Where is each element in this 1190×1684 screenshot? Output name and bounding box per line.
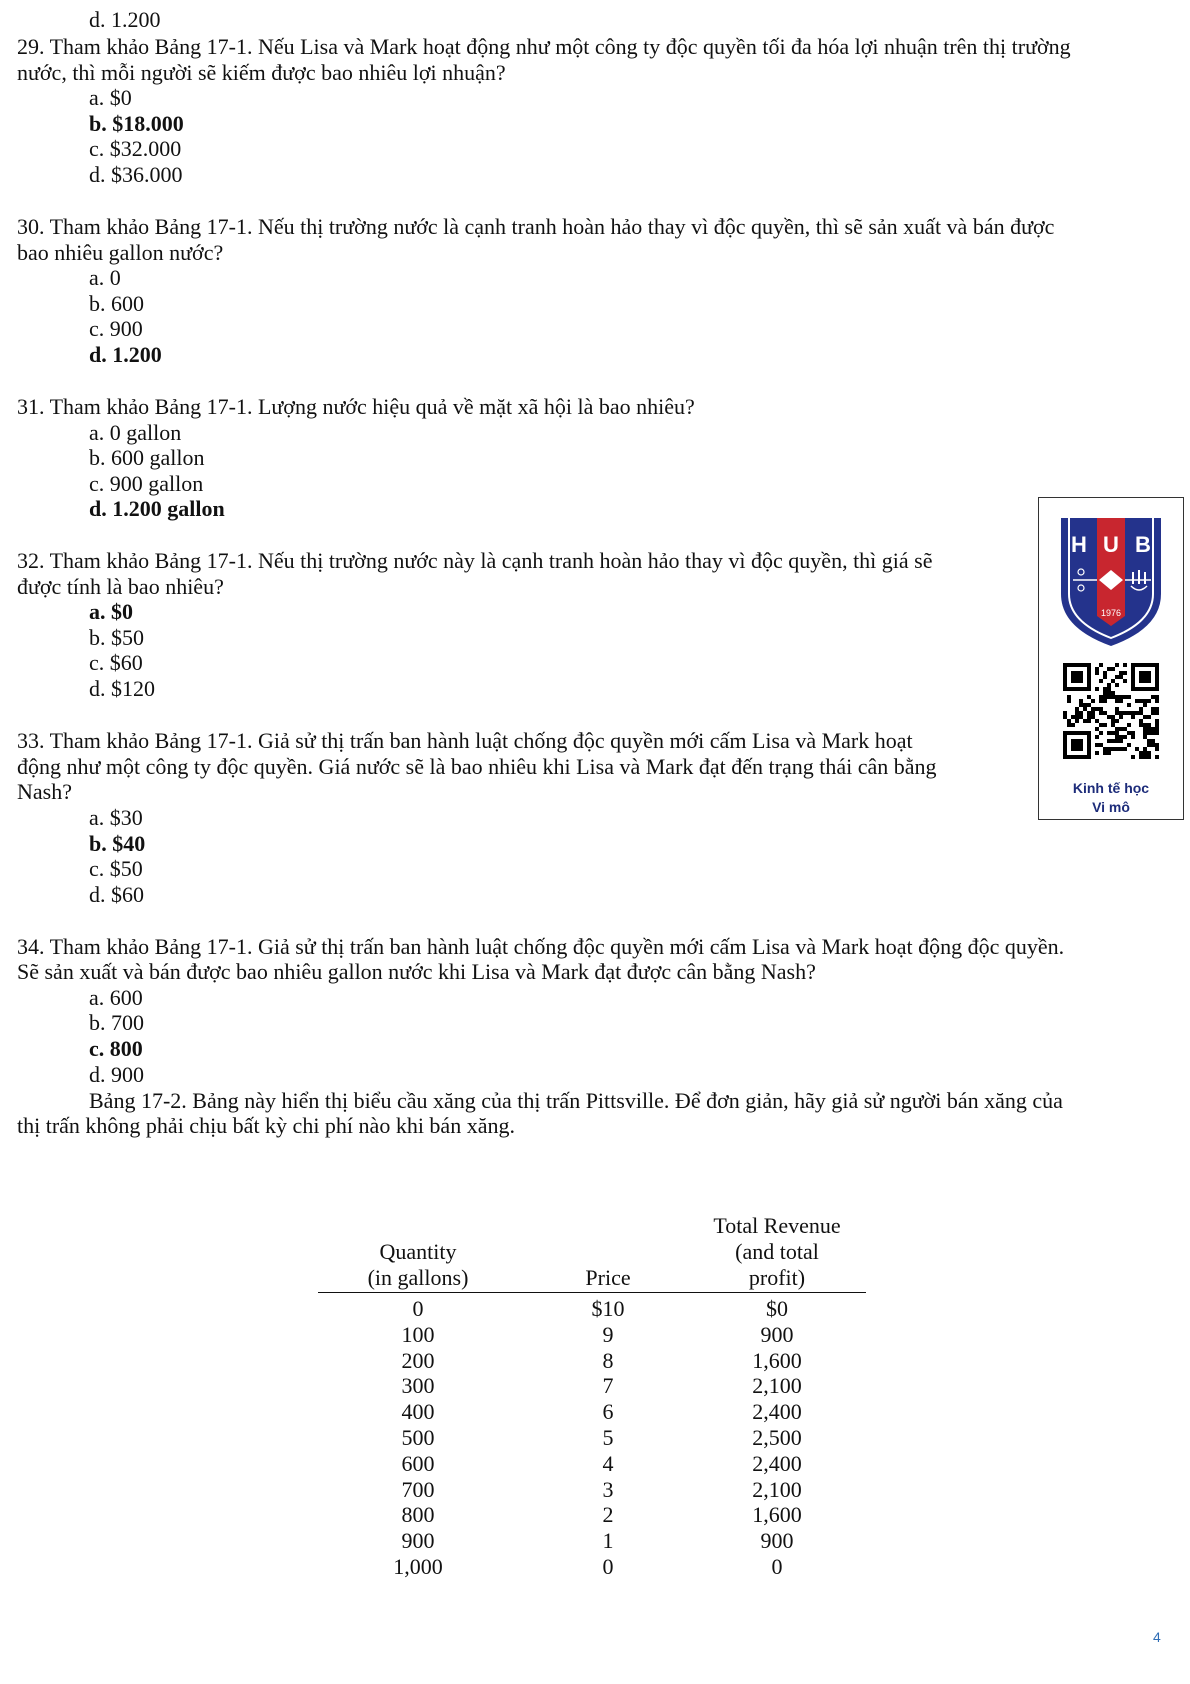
q31-option-a: a. 0 gallon: [89, 420, 182, 445]
col-header-revenue-3: profit): [748, 1265, 806, 1290]
logo-letter-b: B: [1135, 532, 1151, 557]
question-30-text-cont: bao nhiêu gallon nước?: [17, 240, 224, 265]
cell-price: 4: [602, 1450, 614, 1476]
q34-option-c: c. 800: [89, 1036, 143, 1061]
badge-caption-course: Vi mô: [1092, 799, 1130, 815]
question-34-text: 34. Tham khảo Bảng 17-1. Giả sử thị trấn ban hành luật chống độc quyền mới cấm Lisa và Mark hoạt động độc quyền.: [17, 934, 1065, 959]
cell-price: $10: [591, 1296, 625, 1321]
cell-price: 7: [602, 1373, 614, 1399]
q29-option-b: b. $18.000: [89, 111, 184, 136]
q32-option-b: b. $50: [89, 625, 144, 650]
cell-quantity: 700: [401, 1476, 435, 1502]
table-header-rule: [318, 1292, 866, 1293]
q33-option-a: a. $30: [89, 805, 143, 830]
cell-quantity: 100: [401, 1321, 435, 1347]
q34-option-d: d. 900: [89, 1062, 144, 1087]
col-header-quantity-1: Quantity: [379, 1239, 457, 1264]
cell-revenue: 2,100: [752, 1476, 802, 1502]
cell-price: 1: [602, 1528, 614, 1554]
q29-option-d: d. $36.000: [89, 162, 183, 187]
cell-quantity: 300: [401, 1373, 435, 1399]
cell-price: 3: [602, 1476, 614, 1502]
q32-option-c: c. $60: [89, 650, 143, 675]
q29-option-a: a. $0: [89, 85, 132, 110]
logo-letter-u: U: [1103, 532, 1119, 557]
cell-price: 9: [602, 1321, 614, 1347]
q32-option-a: a. $0: [89, 599, 133, 624]
cell-quantity: 0: [412, 1296, 424, 1321]
q31-option-d: d. 1.200 gallon: [89, 496, 225, 521]
question-33-text-cont: động như một công ty độc quyền. Giá nước sẽ là bao nhiêu khi Lisa và Mark đạt đến trạng thái cân bằng: [17, 754, 937, 779]
col-header-quantity-2: (in gallons): [367, 1265, 469, 1290]
table-17-2-intro-cont: thị trấn không phải chịu bất kỳ chi phí nào khi bán xăng.: [17, 1113, 515, 1138]
question-34-text-cont: Sẽ sản xuất và bán được bao nhiêu gallon nước khi Lisa và Mark đạt được cân bằng Nash?: [17, 959, 816, 984]
hub-badge: [1038, 497, 1184, 820]
qr-code-icon: [1063, 663, 1159, 759]
q30-option-d: d. 1.200: [89, 342, 162, 367]
cell-revenue: $0: [766, 1296, 788, 1321]
cell-revenue: 1,600: [752, 1347, 802, 1373]
cell-revenue: 2,100: [752, 1373, 802, 1399]
col-header-revenue-1: Total Revenue: [713, 1213, 841, 1238]
question-31-text: 31. Tham khảo Bảng 17-1. Lượng nước hiệu quả về mặt xã hội là bao nhiêu?: [17, 394, 695, 419]
cell-price: 6: [602, 1399, 614, 1425]
q30-option-c: c. 900: [89, 316, 143, 341]
q33-option-b: b. $40: [89, 831, 146, 856]
col-header-price: Price: [585, 1265, 631, 1290]
question-29-text: 29. Tham khảo Bảng 17-1. Nếu Lisa và Mark hoạt động như một công ty độc quyền tối đa hóa lợi nhuận trên thị trường: [17, 34, 1071, 59]
question-29-text-cont: nước, thì mỗi người sẽ kiếm được bao nhiêu lợi nhuận?: [17, 60, 506, 85]
q30-option-a: a. 0: [89, 265, 121, 290]
cell-revenue: 1,600: [752, 1502, 802, 1528]
cell-revenue: 2,500: [752, 1425, 802, 1450]
question-33-text-cont2: Nash?: [17, 779, 72, 804]
question-32-text: 32. Tham khảo Bảng 17-1. Nếu thị trường nước này là cạnh tranh hoàn hảo thay vì độc quyền, thì giá sẽ: [17, 548, 933, 573]
q33-option-d: d. $60: [89, 882, 144, 907]
logo-letter-h: H: [1071, 532, 1087, 557]
cell-price: 5: [602, 1425, 614, 1450]
badge-caption-subject: Kinh tế học: [1072, 780, 1150, 796]
cell-quantity: 900: [401, 1528, 435, 1554]
cell-revenue: 2,400: [752, 1450, 802, 1476]
question-33-text: 33. Tham khảo Bảng 17-1. Giả sử thị trấn ban hành luật chống độc quyền mới cấm Lisa và Mark hoạt: [17, 728, 913, 753]
cell-revenue: 900: [760, 1528, 794, 1554]
table-17-2-intro: Bảng 17-2. Bảng này hiển thị biểu cầu xăng của thị trấn Pittsville. Để đơn giản, hãy giả sử người bán xăng của: [89, 1088, 1063, 1113]
cell-price: 2: [602, 1502, 614, 1528]
q31-option-b: b. 600 gallon: [89, 445, 205, 470]
cell-revenue: 0: [771, 1554, 783, 1579]
q30-option-b: b. 600: [89, 291, 144, 316]
cell-quantity: 600: [401, 1450, 435, 1476]
q32-option-d: d. $120: [89, 676, 155, 701]
cell-price: 8: [602, 1347, 614, 1373]
question-30-text: 30. Tham khảo Bảng 17-1. Nếu thị trường nước là cạnh tranh hoàn hảo thay vì độc quyền, thì sẽ sản xuất và bán được: [17, 214, 1055, 239]
q31-option-c: c. 900 gallon: [89, 471, 204, 496]
cell-quantity: 400: [401, 1399, 435, 1425]
cell-quantity: 800: [401, 1502, 435, 1528]
option-d-prev: d. 1.200: [89, 7, 161, 32]
cell-revenue: 2,400: [752, 1399, 802, 1425]
cell-revenue: 900: [760, 1321, 794, 1347]
q34-option-a: a. 600: [89, 985, 143, 1010]
q29-option-c: c. $32.000: [89, 136, 182, 161]
page-number: 4: [1153, 1629, 1161, 1645]
q34-option-b: b. 700: [89, 1010, 144, 1035]
cell-quantity: 200: [401, 1347, 435, 1373]
question-32-text-cont: được tính là bao nhiêu?: [17, 574, 224, 599]
cell-price: 0: [602, 1554, 614, 1579]
cell-quantity: 500: [401, 1425, 435, 1450]
logo-year: 1976: [1100, 608, 1122, 618]
q33-option-c: c. $50: [89, 856, 143, 881]
col-header-revenue-2: (and total: [735, 1239, 819, 1264]
cell-quantity: 1,000: [393, 1554, 443, 1579]
